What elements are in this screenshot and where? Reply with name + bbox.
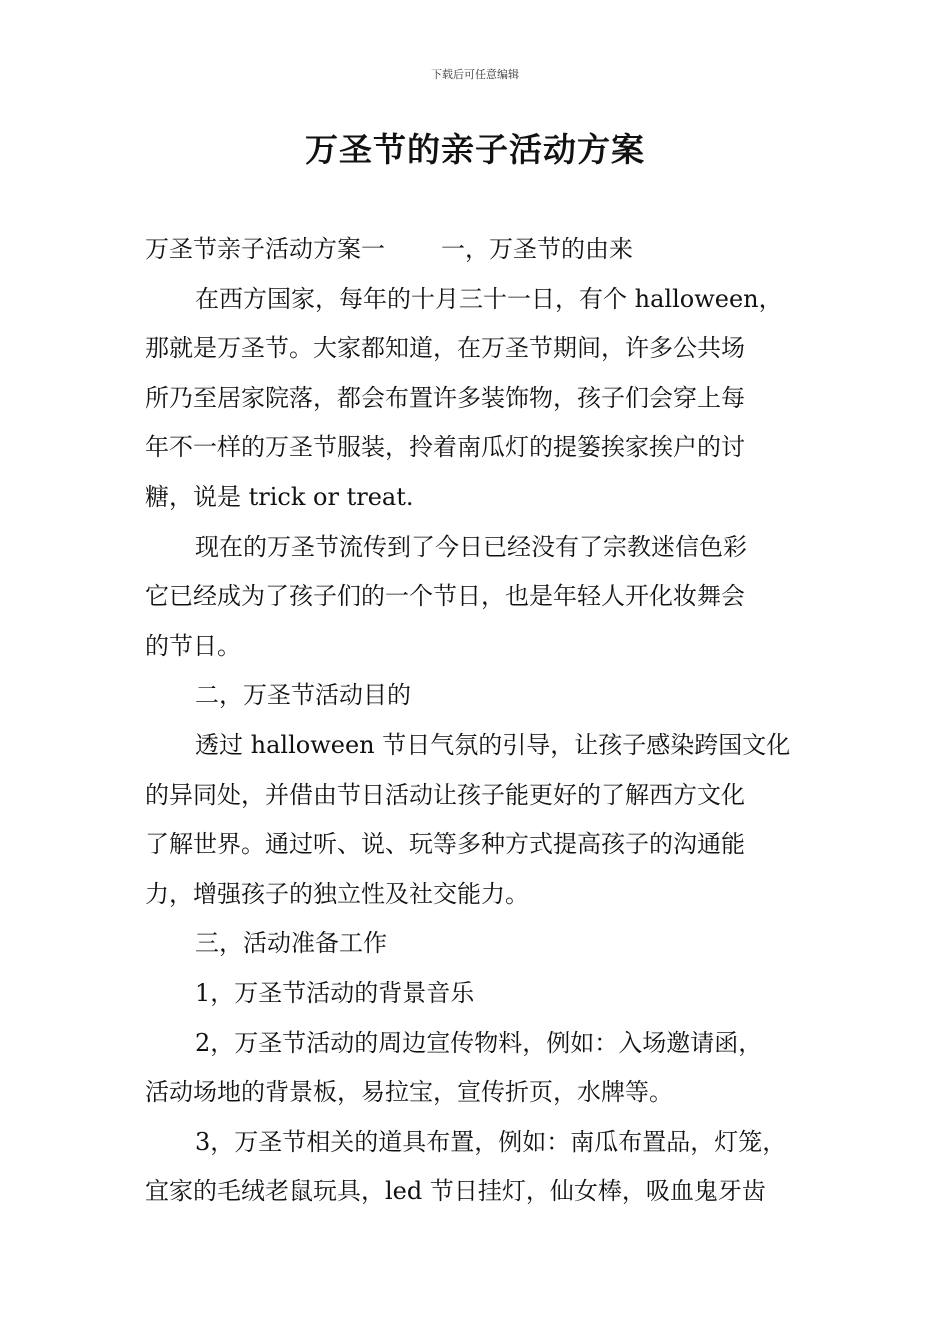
text-line: 在西方国家，每年的十月三十一日，有个 halloween， xyxy=(195,284,783,313)
document-title: 万圣节的亲子活动方案 xyxy=(305,130,645,169)
text-line: 透过 halloween 节日气氛的引导，让孩子感染跨国文化 xyxy=(195,730,791,759)
text-line: 宜家的毛绒老鼠玩具，led 节日挂灯，仙女棒，吸血鬼牙齿 xyxy=(145,1177,766,1206)
paragraph-lines xyxy=(145,275,813,1217)
text-line: 现在的万圣节流传到了今日已经没有了宗教迷信色彩 xyxy=(195,532,747,561)
text-line: 2，万圣节活动的周边宣传物料，例如：入场邀请函， xyxy=(195,1028,763,1057)
header-note: 下载后可任意编辑 xyxy=(431,68,519,81)
text-line: 了解世界。通过听、说、玩等多种方式提高孩子的沟通能 xyxy=(145,830,745,859)
text-line: 所乃至居家院落，都会布置许多装饰物，孩子们会穿上每 xyxy=(145,383,745,412)
intro-left: 万圣节亲子活动方案一 xyxy=(145,235,385,263)
text-line: 年不一样的万圣节服装，拎着南瓜灯的提篓挨家挨户的讨 xyxy=(145,433,745,462)
text-line: 1，万圣节活动的背景音乐 xyxy=(195,978,475,1007)
text-line: 那就是万圣节。大家都知道，在万圣节期间，许多公共场 xyxy=(145,334,745,363)
text-line: 二，万圣节活动目的 xyxy=(195,681,411,710)
text-line: 活动场地的背景板，易拉宝，宣传折页，水牌等。 xyxy=(145,1078,673,1107)
document-body xyxy=(145,225,813,1217)
text-line: 3，万圣节相关的道具布置，例如：南瓜布置品，灯笼， xyxy=(195,1127,787,1156)
text-line: 糖，说是 trick or treat. xyxy=(145,482,414,511)
text-line: 它已经成为了孩子们的一个节日，也是年轻人开化妆舞会 xyxy=(145,582,745,611)
intro-line xyxy=(145,225,813,275)
text-line: 力，增强孩子的独立性及社交能力。 xyxy=(145,879,529,908)
text-line: 的节日。 xyxy=(145,631,241,660)
text-line: 三，活动准备工作 xyxy=(195,929,387,958)
intro-right: 一，万圣节的由来 xyxy=(441,235,633,263)
text-line: 的异同处，并借由节日活动让孩子能更好的了解西方文化 xyxy=(145,780,745,809)
